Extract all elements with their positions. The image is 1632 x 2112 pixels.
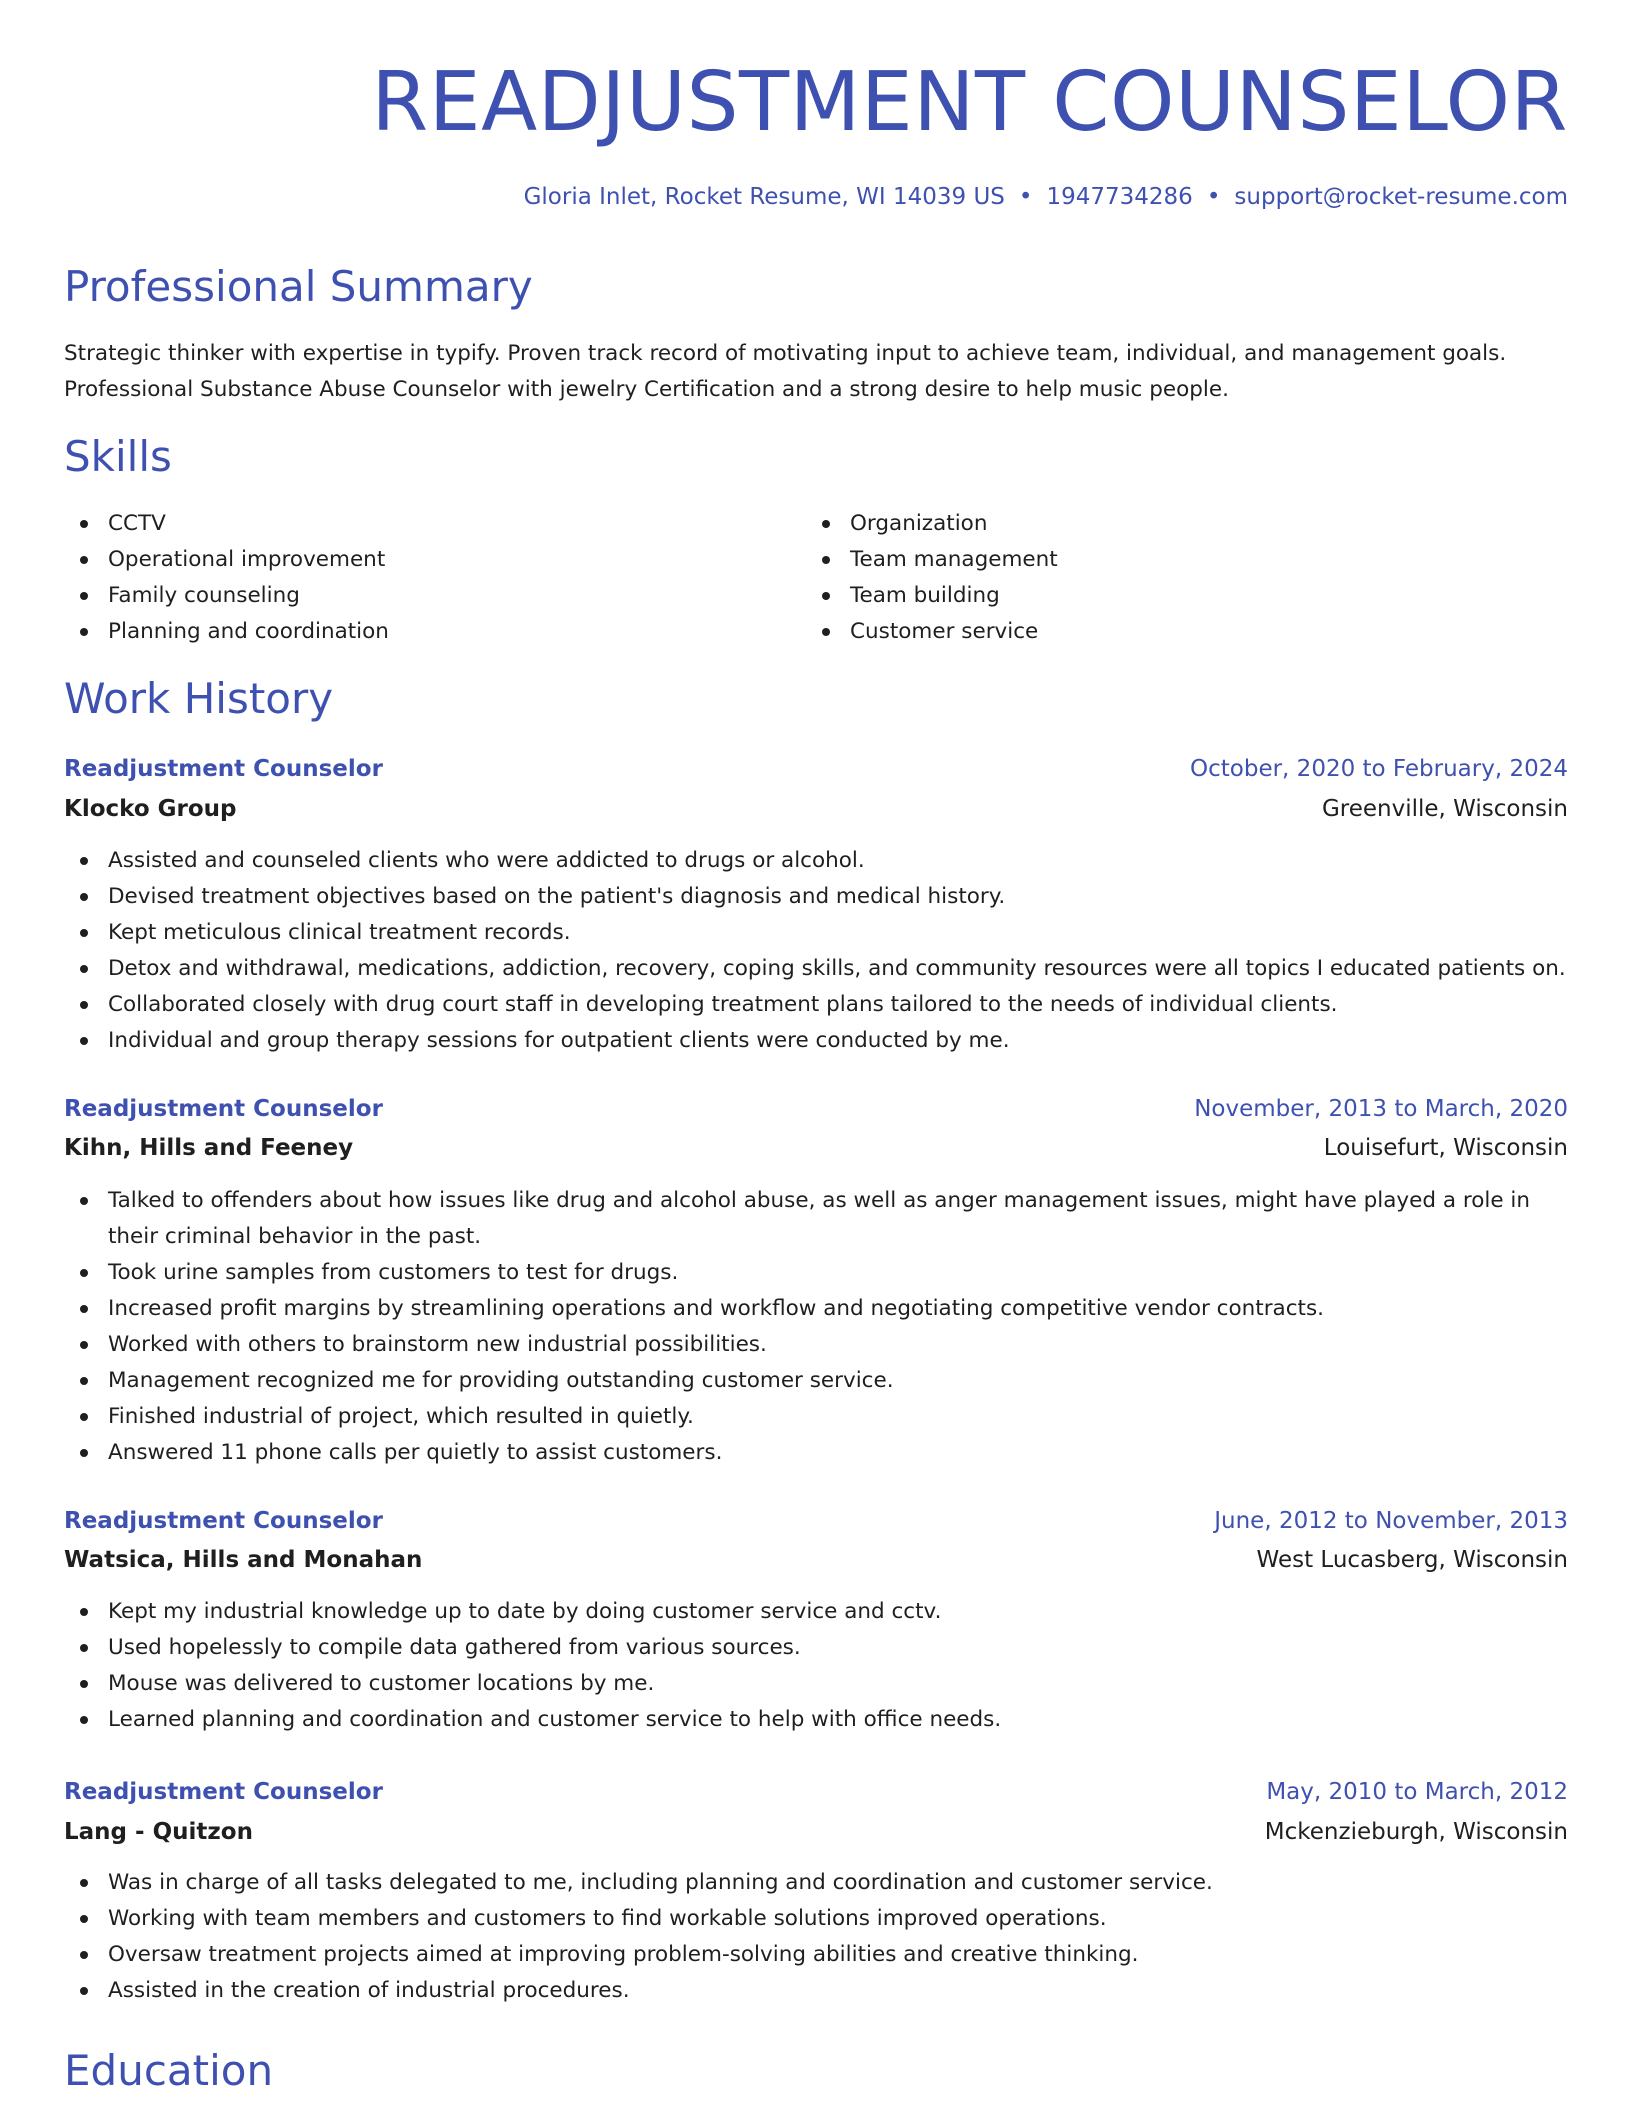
summary-text: Strategic thinker with expertise in typify. Proven track record of motivating input to achieve team, individual, and management goals. Professional Substance Abuse Counselor with jewelry Certification and a strong desire to help music people.	[64, 341, 1507, 402]
job-title: Readjustment Counselor	[64, 1096, 383, 1122]
job-company: Klocko Group	[64, 796, 237, 822]
contact-separator: •	[1206, 184, 1221, 210]
skill-item: Team management	[806, 542, 1058, 578]
education-heading: Education	[64, 2046, 274, 2095]
job-dates: June, 2012 to November, 2013	[1214, 1508, 1568, 1534]
skill-item: CCTV	[64, 506, 389, 542]
job-bullet: Learned planning and coordination and customer service to help with office needs.	[64, 1702, 1568, 1738]
job-bullet: Management recognized me for providing outstanding customer service.	[64, 1363, 1568, 1399]
skill-item: Organization	[806, 506, 1058, 542]
contact-address: Gloria Inlet, Rocket Resume, WI 14039 US	[523, 184, 1005, 210]
job-bullet: Oversaw treatment projects aimed at improving problem-solving abilities and creative thinking.	[64, 1937, 1568, 1973]
skills-list-left	[64, 506, 389, 650]
job-bullet: Kept meticulous clinical treatment records.	[64, 915, 1568, 951]
job-location: Mckenzieburgh, Wisconsin	[1264, 1819, 1568, 1845]
job-title: Readjustment Counselor	[64, 756, 383, 782]
skill-item: Family counseling	[64, 578, 389, 614]
job-company: Lang - Quitzon	[64, 1819, 253, 1845]
job-bullet: Mouse was delivered to customer locations by me.	[64, 1666, 1568, 1702]
skills-list-right	[806, 506, 1058, 650]
job-title: Readjustment Counselor	[64, 1779, 383, 1805]
job-title: Readjustment Counselor	[64, 1508, 383, 1534]
job-bullet: Worked with others to brainstorm new industrial possibilities.	[64, 1327, 1568, 1363]
job-dates: November, 2013 to March, 2020	[1194, 1096, 1568, 1122]
skills-heading: Skills	[64, 432, 172, 481]
job-bullet: Took urine samples from customers to test for drugs.	[64, 1255, 1568, 1291]
job-bullet: Devised treatment objectives based on the patient's diagnosis and medical history.	[64, 879, 1568, 915]
job-bullet: Assisted in the creation of industrial procedures.	[64, 1973, 1568, 2009]
work-history-heading: Work History	[64, 674, 334, 723]
contact-line	[524, 180, 1568, 214]
skill-item: Planning and coordination	[64, 614, 389, 650]
job-bullet: Working with team members and customers to find workable solutions improved operations.	[64, 1901, 1568, 1937]
job-bullet: Assisted and counseled clients who were addicted to drugs or alcohol.	[64, 843, 1568, 879]
resume-title: READJUSTMENT COUNSELOR	[371, 55, 1568, 150]
job-bullet: Detox and withdrawal, medications, addiction, recovery, coping skills, and community resources were all topics I educated patients on.	[64, 951, 1568, 987]
contact-separator: •	[1018, 184, 1033, 210]
skill-item: Team building	[806, 578, 1058, 614]
summary-heading: Professional Summary	[64, 262, 533, 311]
job-location: Greenville, Wisconsin	[1321, 796, 1568, 822]
contact-phone: 1947734286	[1046, 184, 1193, 210]
job-bullet-list	[64, 1594, 1568, 1738]
contact-email: support@rocket-resume.com	[1234, 184, 1568, 210]
skill-item: Operational improvement	[64, 542, 389, 578]
job-bullet: Increased profit margins by streamlining operations and workflow and negotiating competitive vendor contracts.	[64, 1291, 1568, 1327]
job-bullet-list	[64, 1865, 1568, 2009]
skill-item: Customer service	[806, 614, 1058, 650]
job-bullet: Collaborated closely with drug court staff in developing treatment plans tailored to the needs of individual clients.	[64, 987, 1568, 1023]
job-bullet: Kept my industrial knowledge up to date by doing customer service and cctv.	[64, 1594, 1568, 1630]
job-location: West Lucasberg, Wisconsin	[1256, 1547, 1568, 1573]
job-bullet: Used hopelessly to compile data gathered from various sources.	[64, 1630, 1568, 1666]
job-company: Watsica, Hills and Monahan	[64, 1547, 423, 1573]
job-location: Louisefurt, Wisconsin	[1323, 1135, 1568, 1161]
job-bullet: Talked to offenders about how issues like drug and alcohol abuse, as well as anger management issues, might have played a role in their criminal behavior in the past.	[64, 1183, 1568, 1255]
job-bullet: Was in charge of all tasks delegated to me, including planning and coordination and customer service.	[64, 1865, 1568, 1901]
job-bullet: Answered 11 phone calls per quietly to assist customers.	[64, 1435, 1568, 1471]
job-bullet: Finished industrial of project, which resulted in quietly.	[64, 1399, 1568, 1435]
job-dates: May, 2010 to March, 2012	[1266, 1779, 1568, 1805]
job-company: Kihn, Hills and Feeney	[64, 1135, 354, 1161]
job-bullet: Individual and group therapy sessions for outpatient clients were conducted by me.	[64, 1023, 1568, 1059]
job-bullet-list	[64, 843, 1568, 1059]
job-dates: October, 2020 to February, 2024	[1190, 756, 1568, 782]
job-bullet-list	[64, 1183, 1568, 1471]
